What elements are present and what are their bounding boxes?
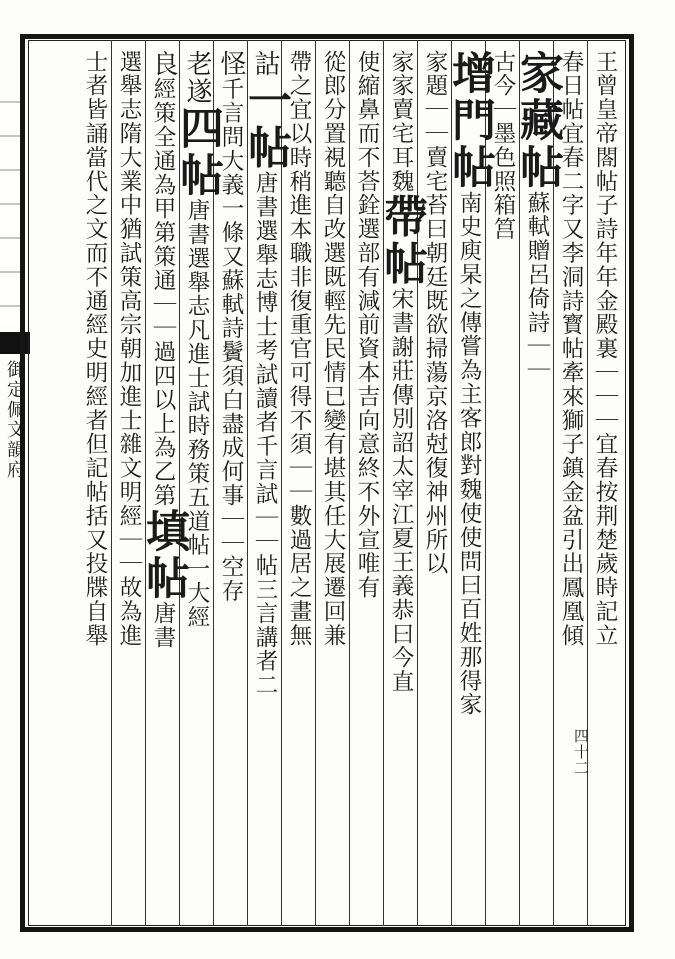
text-segment: 老遂 [182,50,212,105]
text-segment: 春日帖宜春二字又李洞詩寳帖牽來獅子鎮金盆引出鳳凰傾 [558,50,584,648]
text-column [282,50,316,920]
text-segment: 唐書選舉志博士考試讀者千言試｜｜帖三言講者二 [252,171,278,698]
text-segment: 良 [148,50,178,78]
text-segment: 帶之宜以時稍進本職非復重官可得不須｜｜數過居之畫無 [286,50,312,648]
text-column [172,50,223,920]
text-segment: 使縮鼻而不荅 [354,50,380,194]
text-segment: 唐書 [150,601,176,650]
text-segment: 千言問大義一條又蘇軾詩鬢須白盡成何事｜｜空存 [218,77,244,604]
text-column [444,50,495,920]
text-column [350,50,384,920]
text-segment: 南史庾杲之傳嘗為主客郎對魏使使問曰百姓那得家 [456,191,482,717]
leaf-number: 四十二 [572,728,590,776]
gutter-book-title: 御定佩文韻府 [4,360,25,480]
headword: 四帖 [172,104,223,199]
text-column [112,50,146,920]
headword: 家藏帖 [512,50,563,191]
text-column [512,50,563,920]
text-column [418,50,452,920]
text-segment: 宋書謝莊傳別詔太宰江夏王義恭曰今直 [388,287,414,694]
text-column [588,50,622,920]
text-segment: 唐書選舉志凡進士試時務策五道帖一大經 [184,198,210,630]
text-segment: 士者皆誦當代之文而不通經史明經者但記帖括又投牒自舉 [82,50,108,648]
text-segment: 怪 [216,50,246,78]
gutter-border-pattern [0,100,22,325]
text-column [78,50,112,920]
text-segment: 古今｜墨色照箱筥 [490,50,516,242]
text-column [240,50,291,920]
text-segment: 家題｜｜賣宅苔曰朝廷既欲掃蕩京洛尅復神州所以 [422,50,448,576]
text-segment: 選舉志隋大業中猶試策高宗朝加進士雜文明經｜｜故為進 [116,50,142,648]
text-segment: 從郎分置視聽自改選既輕先民情已變有堪其任大展遷回兼 [320,50,346,648]
text-segment: 詁 [250,50,280,78]
headword: 增門帖 [444,50,495,191]
text-column [138,50,189,920]
headword: 填帖 [138,507,189,602]
text-segment: 銓選部有減前資本吉向意終不外宣唯有 [354,193,380,600]
text-segment: 家家賣宅耳魏 [388,50,414,194]
text-segment: 經策全通為甲第策通｜｜過四以上為乙第 [150,77,176,508]
text-segment: 王曾皇帝閤帖子詩年年金殿裏｜｜｜宜春按荆楚歲時記立 [592,50,618,648]
text-column [376,50,427,920]
headword: 帶帖 [376,193,427,288]
headword: 一帖 [240,77,291,172]
text-segment: 蘇軾贈呂倚詩｜｜ [524,191,550,383]
text-column [316,50,350,920]
